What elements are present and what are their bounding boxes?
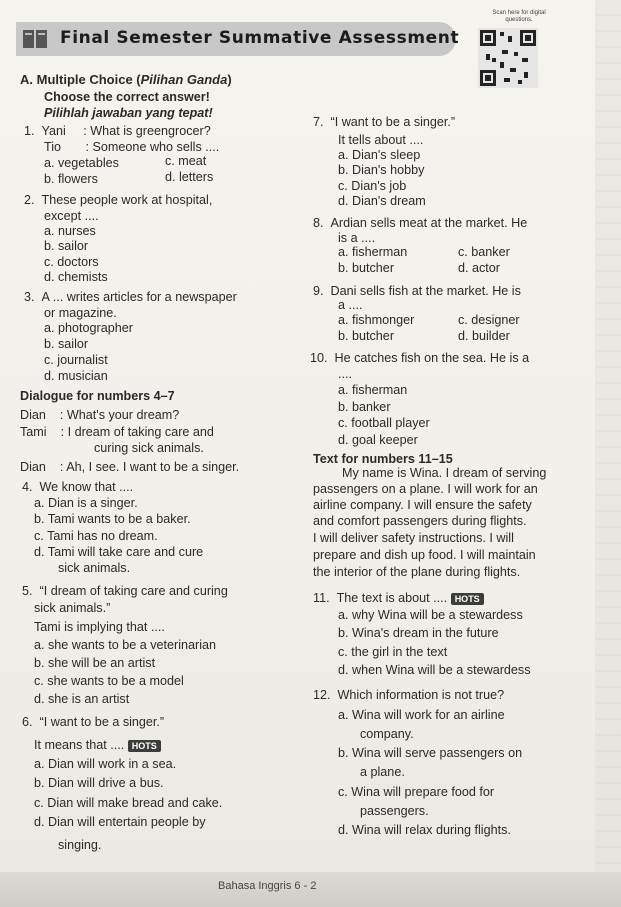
book-icon: [22, 28, 48, 50]
q3-option-b[interactable]: b. sailor: [44, 337, 89, 351]
q6-option-d-1[interactable]: d. Dian will entertain people by: [34, 815, 206, 829]
text-line-3: airline company. I will ensure the safety: [313, 498, 532, 512]
q4-option-c[interactable]: c. Tami has no dream.: [34, 529, 158, 543]
q9-option-c[interactable]: c. designer: [458, 313, 520, 327]
q10-option-a[interactable]: a. fisherman: [338, 383, 408, 397]
q6-option-b[interactable]: b. Dian will drive a bus.: [34, 776, 164, 790]
dialogue-line-3: Dian : Ah, I see. I want to be a singer.: [20, 460, 240, 474]
q4-option-d-1[interactable]: d. Tami will take care and cure: [34, 545, 204, 559]
q9-option-a[interactable]: a. fishmonger: [338, 313, 415, 327]
q11-stem: 11. The text is about .... HOTS: [313, 591, 484, 606]
text-line-5: I will deliver safety instructions. I will: [313, 531, 514, 545]
q6-option-c[interactable]: c. Dian will make bread and cake.: [34, 796, 223, 810]
q12-option-b-2[interactable]: a plane.: [360, 765, 405, 779]
dialogue-heading: Dialogue for numbers 4–7: [20, 389, 175, 403]
q2-stem-1: 2. These people work at hospital,: [24, 193, 213, 207]
q1-option-d[interactable]: d. letters: [165, 170, 214, 184]
qr-code-icon[interactable]: [478, 28, 538, 88]
q7-stem: 7. “I want to be a singer.”: [313, 115, 456, 129]
q7-option-a[interactable]: a. Dian's sleep: [338, 148, 421, 162]
q3-option-d[interactable]: d. musician: [44, 369, 108, 383]
dialogue-line-2-cont: curing sick animals.: [94, 441, 204, 455]
text-line-4: and comfort passengers during flights.: [313, 514, 527, 528]
instruction-id: Pilihlah jawaban yang tepat!: [44, 106, 213, 120]
q1-option-b[interactable]: b. flowers: [44, 172, 98, 186]
q12-option-c-2[interactable]: passengers.: [360, 804, 429, 818]
q4-option-b[interactable]: b. Tami wants to be a baker.: [34, 512, 191, 526]
q2-option-b[interactable]: b. sailor: [44, 239, 89, 253]
q11-option-b[interactable]: b. Wina's dream in the future: [338, 626, 499, 640]
q9-option-d[interactable]: d. builder: [458, 329, 510, 343]
q1-line1: 1. Yani : What is greengrocer?: [24, 124, 211, 138]
q11-option-c[interactable]: c. the girl in the text: [338, 645, 448, 659]
q11-option-d[interactable]: d. when Wina will be a stewardess: [338, 663, 531, 677]
q7-option-d[interactable]: d. Dian's dream: [338, 194, 426, 208]
text-line-6: prepare and dish up food. I will maintain: [313, 548, 536, 562]
instruction-en: Choose the correct answer!: [44, 90, 210, 104]
text-line-1: My name is Wina. I dream of serving: [342, 466, 547, 480]
q12-stem: 12. Which information is not true?: [313, 688, 505, 702]
text-line-7: the interior of the plane during flights.: [313, 565, 521, 579]
q6-option-d-2[interactable]: singing.: [58, 838, 102, 852]
q6-stem-2: It means that .... HOTS: [34, 738, 161, 753]
q9-stem-2: a ....: [338, 298, 363, 312]
q12-option-d[interactable]: d. Wina will relax during flights.: [338, 823, 511, 837]
q5-stem-2: sick animals.”: [34, 601, 111, 615]
q5-option-c[interactable]: c. she wants to be a model: [34, 674, 184, 688]
q2-option-c[interactable]: c. doctors: [44, 255, 99, 269]
q1-option-c[interactable]: c. meat: [165, 154, 207, 168]
q12-option-c-1[interactable]: c. Wina will prepare food for: [338, 785, 495, 799]
q3-stem-1: 3. A ... writes articles for a newspaper: [24, 290, 237, 304]
q5-stem-1: 5. “I dream of taking care and curing: [22, 584, 228, 598]
q6-stem-1: 6. “I want to be a singer.”: [22, 715, 165, 729]
q8-stem-2: is a ....: [338, 231, 376, 245]
section-a-title: A. Multiple Choice (Pilihan Ganda): [20, 72, 232, 87]
q5-option-d[interactable]: d. she is an artist: [34, 692, 130, 706]
hots-badge: HOTS: [451, 593, 484, 605]
text-line-2: passengers on a plane. I will work for an: [313, 482, 538, 496]
q7-option-c[interactable]: c. Dian's job: [338, 179, 407, 193]
q5-option-a[interactable]: a. she wants to be a veterinarian: [34, 638, 217, 652]
q2-option-a[interactable]: a. nurses: [44, 224, 96, 238]
q8-option-c[interactable]: c. banker: [458, 245, 510, 259]
q8-option-a[interactable]: a. fisherman: [338, 245, 408, 259]
q9-stem-1: 9. Dani sells fish at the market. He is: [313, 284, 521, 298]
q1-line2: Tio : Someone who sells ....: [44, 140, 220, 154]
q7-option-b[interactable]: b. Dian's hobby: [338, 163, 425, 177]
q8-option-d[interactable]: d. actor: [458, 261, 500, 275]
q10-option-b[interactable]: b. banker: [338, 400, 391, 414]
q4-stem: 4. We know that ....: [22, 480, 134, 494]
q4-option-d-2[interactable]: sick animals.: [58, 561, 131, 575]
q5-stem-3: Tami is implying that ....: [34, 620, 165, 634]
q4-option-a[interactable]: a. Dian is a singer.: [34, 496, 138, 510]
q12-option-a-1[interactable]: a. Wina will work for an airline: [338, 708, 505, 722]
q11-option-a[interactable]: a. why Wina will be a stewardess: [338, 608, 523, 622]
q12-option-b-1[interactable]: b. Wina will serve passengers on: [338, 746, 523, 760]
q10-stem-2: ....: [338, 367, 352, 381]
q12-option-a-2[interactable]: company.: [360, 727, 414, 741]
page-title: Final Semester Summative Assessment: [60, 28, 460, 48]
qr-caption: Scan here for digital questions.: [492, 10, 546, 23]
dialogue-line-1: Dian : What's your dream?: [20, 408, 180, 422]
q10-option-c[interactable]: c. football player: [338, 416, 430, 430]
q5-option-b[interactable]: b. she will be an artist: [34, 656, 156, 670]
q10-option-d[interactable]: d. goal keeper: [338, 433, 418, 447]
q6-option-a[interactable]: a. Dian will work in a sea.: [34, 757, 177, 771]
q7-stem-2: It tells about ....: [338, 133, 424, 147]
text-heading: Text for numbers 11–15: [313, 452, 453, 466]
q2-stem-2: except ....: [44, 209, 99, 223]
q3-stem-2: or magazine.: [44, 306, 117, 320]
q2-option-d[interactable]: d. chemists: [44, 270, 108, 284]
q9-option-b[interactable]: b. butcher: [338, 329, 395, 343]
footer-label: Bahasa Inggris 6 - 2: [218, 880, 317, 892]
q8-stem-1: 8. Ardian sells meat at the market. He: [313, 216, 528, 230]
hots-badge: HOTS: [128, 740, 161, 752]
q10-stem-1: 10. He catches fish on the sea. He is a: [310, 351, 530, 365]
q3-option-c[interactable]: c. journalist: [44, 353, 108, 367]
page-edge: [595, 0, 621, 907]
q8-option-b[interactable]: b. butcher: [338, 261, 395, 275]
q1-option-a[interactable]: a. vegetables: [44, 156, 119, 170]
q3-option-a[interactable]: a. photographer: [44, 321, 133, 335]
dialogue-line-2: Tami : I dream of taking care and: [20, 425, 214, 439]
